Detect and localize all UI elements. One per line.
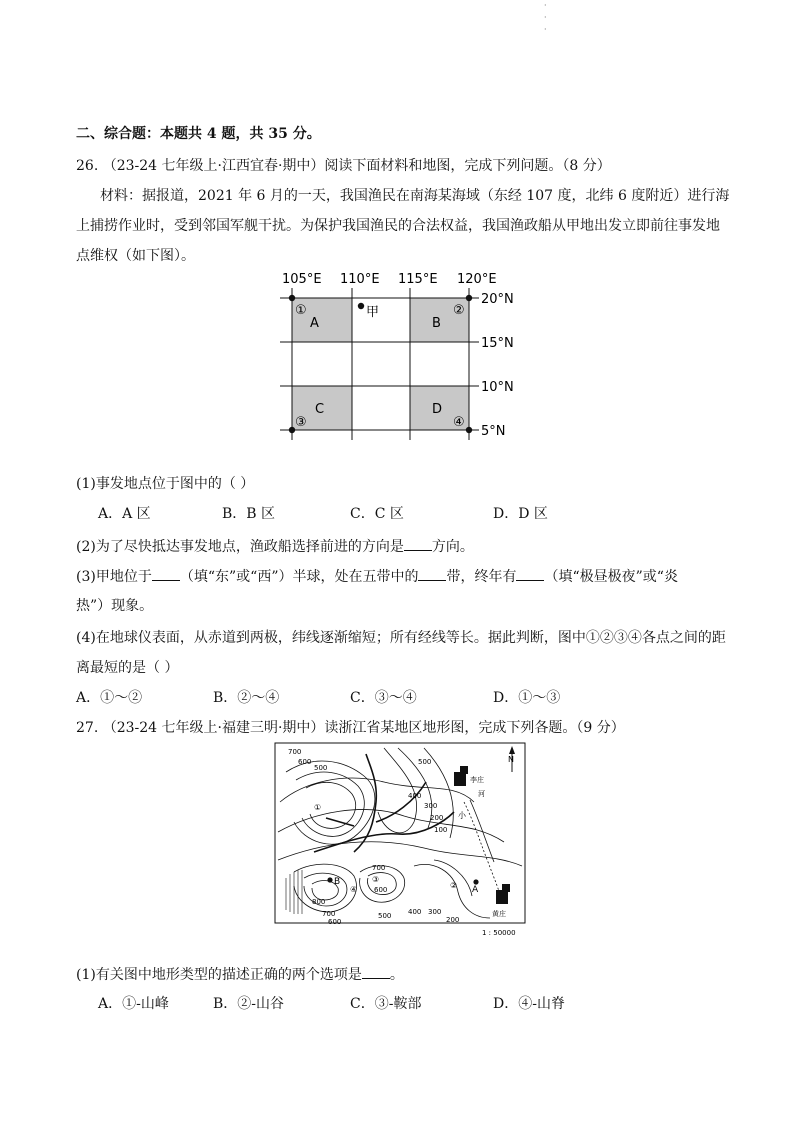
river-label: 小 — [458, 811, 466, 820]
q27-sub1-opt-b: B．②-山谷 — [213, 996, 285, 1012]
point-b-label: B — [334, 877, 341, 887]
q27-sub1-text-a: (1)有关图中地形类型的描述正确的两个选项是 — [76, 967, 362, 983]
q26-sub4-opt-c: C．③～④ — [350, 690, 417, 706]
contour-label: 200 — [446, 916, 460, 924]
q27-sub1 — [76, 964, 404, 985]
north-label: N — [508, 755, 514, 764]
contour-label: 500 — [378, 912, 392, 920]
lat-label-10: 10°N — [481, 380, 514, 395]
mark-4: ④ — [453, 415, 465, 430]
contour-label: 300 — [428, 908, 442, 916]
lon-label-110: 110°E — [340, 272, 380, 287]
q26-sub4-line-1: (4)在地球仪表面，从赤道到两极，纬线逐渐缩短；所有经线等长。据此判断，图中①②③④各点之间的距 — [76, 630, 726, 646]
q26-grid-map — [270, 268, 530, 448]
place-jia-label: 甲 — [366, 305, 380, 320]
q26-sub4-line-2: 离最短的是（ ） — [76, 660, 179, 676]
q26-intro: 26. （23-24 七年级上·江西宜春·期中）阅读下面材料和地图，完成下列问题。（8 分） — [76, 158, 611, 174]
scale-label: 1 : 50000 — [482, 929, 516, 937]
contour-label: 500 — [418, 758, 432, 766]
contour-label: 700 — [372, 864, 386, 872]
q26-sub2-text-b: 方向。 — [431, 539, 474, 555]
contour-label: 600 — [328, 918, 342, 926]
contour-label: 100 — [434, 826, 448, 834]
q27-sub1-opt-a: A．①-山峰 — [98, 996, 169, 1012]
q26-sub4-opt-a: A．①～② — [76, 690, 143, 706]
q26-sub3-text-b: （填“东”或“西”）半球，处在五带中的 — [179, 569, 419, 585]
q26-material-line-3: 点维权（如下图）。 — [76, 248, 195, 264]
mark-1: ① — [295, 303, 307, 318]
lat-label-20: 20°N — [481, 292, 514, 307]
answer-blank[interactable] — [362, 964, 390, 979]
answer-blank[interactable] — [516, 566, 544, 581]
lon-label-105: 105°E — [282, 272, 322, 287]
q26-sub4-opt-d: D．①～③ — [493, 690, 561, 706]
q26-sub1-opt-d: D．D 区 — [493, 506, 548, 522]
zone-a-label: A — [310, 316, 319, 331]
q27-intro: 27. （23-24 七年级上·福建三明·期中）读浙江省某地区地形图，完成下列各题。（9 分） — [76, 720, 625, 736]
contour-label: 200 — [430, 814, 444, 822]
contour-label: 600 — [298, 758, 312, 766]
q26-sub3-text-a: (3)甲地位于 — [76, 569, 152, 585]
contour-label: 400 — [408, 792, 422, 800]
lat-label-15: 15°N — [481, 336, 514, 351]
q26-material-line-1: 材料：据报道，2021 年 6 月的一天，我国渔民在南海某海域（东经 107 度，北纬 6 度附近）进行海 — [100, 188, 730, 204]
map-mark-3: ③ — [372, 875, 380, 884]
q26-material-line-2: 上捕捞作业时，受到邻国军舰干扰。为保护我国渔民的合法权益，我国渔政船从甲地出发立即前往事发地 — [76, 218, 720, 234]
map-mark-1: ① — [314, 803, 322, 812]
q26-sub1-opt-a: A．A 区 — [98, 506, 151, 522]
q26-sub3 — [76, 566, 678, 587]
q26-sub2-text-a: (2)为了尽快抵达事发地点，渔政船选择前进的方向是 — [76, 539, 404, 555]
section-header: 二、综合题：本题共 4 题，共 35 分。 — [76, 126, 321, 142]
answer-blank[interactable] — [418, 566, 446, 581]
q27-topographic-map — [274, 742, 528, 938]
map-mark-4: ④ — [350, 885, 358, 894]
answer-blank[interactable] — [152, 566, 180, 581]
lon-label-115: 115°E — [398, 272, 438, 287]
mark-2: ② — [453, 303, 465, 318]
point-a-label: A — [472, 885, 479, 895]
zone-b-label: B — [432, 316, 441, 331]
q27-sub1-opt-c: C．③-鞍部 — [350, 996, 422, 1012]
mark-3: ③ — [295, 415, 307, 430]
map-mark-2: ② — [450, 881, 458, 890]
zone-c-label: C — [315, 402, 325, 417]
answer-blank[interactable] — [404, 536, 432, 551]
q26-sub3-line-2: 热”）现象。 — [76, 598, 154, 614]
contour-label: 300 — [424, 802, 438, 810]
q26-sub4-opt-b: B．②～④ — [213, 690, 280, 706]
contour-label: 700 — [288, 748, 302, 756]
lon-label-120: 120°E — [457, 272, 497, 287]
q26-sub1-opt-b: B．B 区 — [222, 506, 276, 522]
q27-sub1-opt-d: D．④-山脊 — [493, 996, 565, 1012]
q26-sub2 — [76, 536, 474, 557]
q26-sub3-text-d: （填“极昼极夜”或“炎 — [544, 569, 678, 585]
contour-label: 800 — [312, 898, 326, 906]
zone-d-label: D — [432, 402, 443, 417]
q27-sub1-text-b: 。 — [389, 967, 404, 983]
q26-sub1: (1)事发地点位于图中的（ ） — [76, 476, 255, 492]
contour-label: 600 — [374, 886, 388, 894]
village-li-label: 李庄 — [470, 776, 484, 784]
decorative-dots: · · · — [544, 1, 547, 34]
village-huang-label: 黄庄 — [492, 910, 506, 918]
contour-label: 700 — [322, 910, 336, 918]
river-label-2: 河 — [478, 790, 485, 798]
lat-label-5: 5°N — [481, 424, 506, 439]
contour-label: 500 — [314, 764, 328, 772]
q26-sub1-opt-c: C．C 区 — [350, 506, 404, 522]
q26-sub3-text-c: 带，终年有 — [446, 569, 517, 585]
contour-label: 400 — [408, 908, 422, 916]
